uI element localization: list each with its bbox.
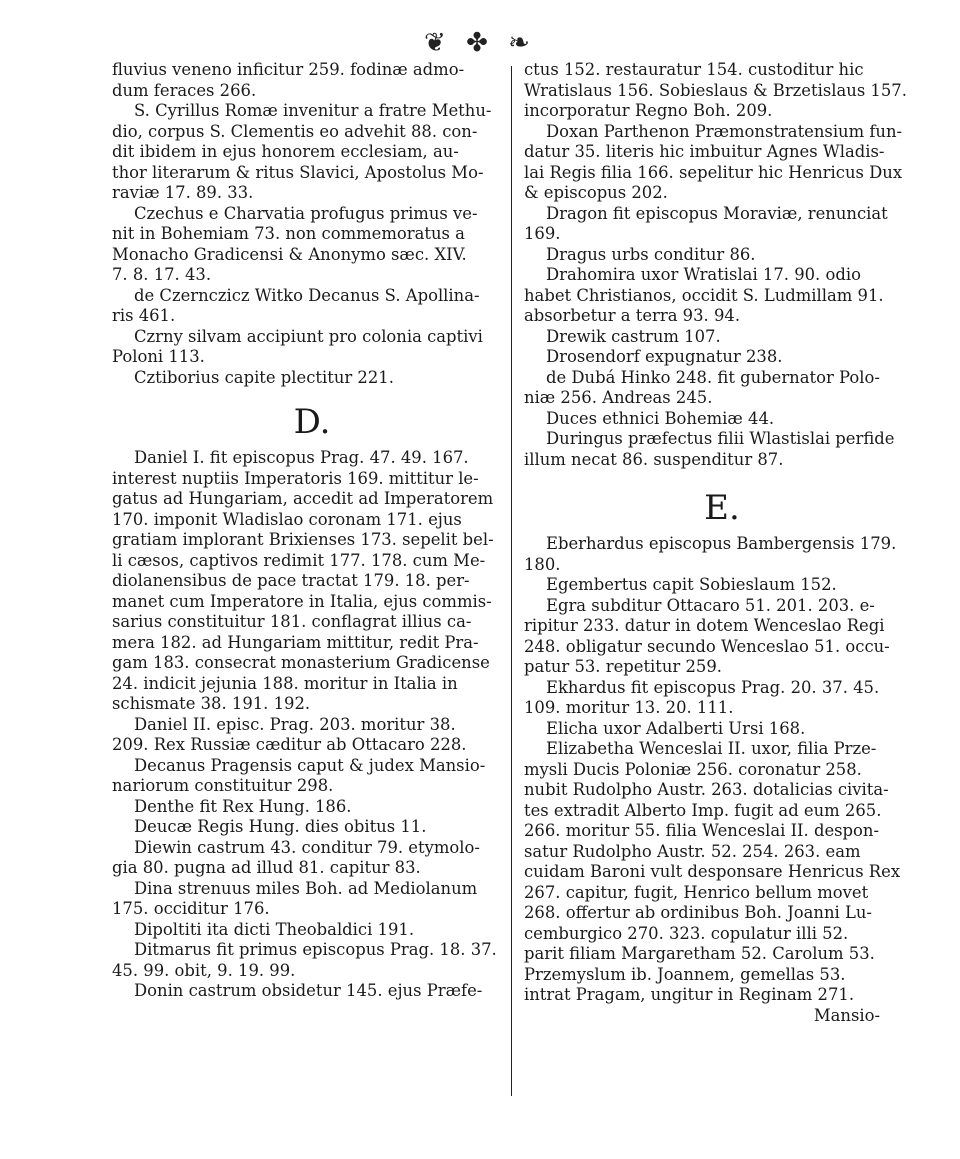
left-text-line: Deucæ Regis Hung. dies obitus 11.: [134, 817, 427, 836]
right-text-line: & episcopus 202.: [524, 183, 668, 202]
right-column: [516, 60, 920, 1026]
left-text-line: 175. occiditur 176.: [112, 899, 270, 918]
right-text-line: cuidam Baroni vult desponsare Henricus Rex: [524, 862, 901, 881]
left-text-line: dio, corpus S. Clementis eo advehit 88. con-: [112, 121, 478, 141]
right-text-line: Elicha uxor Adalberti Ursi 168.: [546, 718, 806, 738]
left-entries-d: [112, 448, 512, 1002]
right-text-line: Dragon fit episcopus Moraviæ, renunciat: [546, 203, 888, 223]
left-text-line: Cztiborius capite plectitur 221.: [134, 367, 394, 387]
left-text-line: gam 183. consecrat monasterium Gradicense: [112, 653, 490, 672]
right-text-line: de Dubá Hinko 248. fit gubernator Polo-: [546, 367, 880, 387]
right-text-line: niæ 256. Andreas 245.: [524, 388, 713, 407]
right-text-line: cemburgico 270. 323. copulatur illi 52.: [524, 923, 849, 943]
left-text-line: mera 182. ad Hungariam mittitur, redit Pra-: [112, 632, 479, 652]
right-text-line: 267. capitur, fugit, Henrico bellum movet: [524, 882, 869, 902]
catchword: Mansio-: [813, 1005, 880, 1025]
right-text-line: parit filiam Margaretham 52. Carolum 53.: [524, 944, 875, 963]
left-text-line: manet cum Imperatore in Italia, ejus commis-: [112, 591, 492, 611]
left-text-line: sarius constituitur 181. conflagrat illius ca-: [112, 612, 472, 631]
right-text-line: habet Christianos, occidit S. Ludmillam 91.: [524, 285, 884, 305]
left-text-line: dit ibidem in ejus honorem ecclesiam, au-: [112, 142, 459, 161]
right-text-line: ripitur 233. datur in dotem Wenceslao Regi: [524, 616, 885, 635]
left-text-line: gratiam implorant Brixienses 173. sepelit bel-: [112, 530, 494, 549]
right-text-line: nubit Rudolpho Austr. 263. dotalicias civita-: [524, 780, 889, 799]
left-text-line: 7. 8. 17. 43.: [112, 265, 212, 284]
right-text-line: 268. offertur ab ordinibus Boh. Joanni Lu-: [524, 903, 872, 922]
right-text-line: mysli Ducis Poloniæ 256. coronatur 258.: [524, 759, 862, 779]
right-text-line: 180.: [524, 554, 561, 574]
left-text-line: Poloni 113.: [112, 347, 205, 366]
right-text-line: datur 35. literis hic imbuitur Agnes Wladis-: [524, 142, 885, 161]
left-text-line: interest nuptiis Imperatoris 169. mittitur le-: [112, 468, 479, 488]
left-text-line: diolanensibus de pace tractat 179. 18. per-: [112, 571, 470, 590]
left-text-line: schismate 38. 191. 192.: [112, 694, 311, 713]
right-entries-e: [524, 534, 920, 1006]
header-ornament: ❦ ✤ ❧: [424, 28, 536, 58]
column-divider: [511, 66, 512, 1096]
right-text-line: incorporatur Regno Boh. 209.: [524, 101, 773, 120]
section-letter-e: E.: [704, 488, 740, 528]
right-text-line: tes extradit Alberto Imp. fugit ad eum 265.: [524, 800, 882, 820]
left-text-line: fluvius veneno inficitur 259. fodinæ admo-: [112, 60, 465, 79]
left-text-line: Dina strenuus miles Boh. ad Mediolanum: [134, 878, 478, 898]
right-text-line: Duringus præfectus filii Wlastislai perfide: [546, 429, 895, 448]
left-text-line: thor literarum & ritus Slavici, Apostolus Mo-: [112, 162, 484, 182]
right-text-line: Ekhardus fit episcopus Prag. 20. 37. 45.: [546, 677, 880, 697]
right-text-line: Przemyslum ib. Joannem, gemellas 53.: [524, 964, 846, 984]
left-text-line: Daniel II. episc. Prag. 203. moritur 38.: [134, 714, 456, 734]
left-text-line: Donin castrum obsidetur 145. ejus Præfe-: [134, 981, 483, 1000]
right-text-line: 266. moritur 55. filia Wenceslai II. despon-: [524, 821, 880, 840]
right-text-line: satur Rudolpho Austr. 52. 254. 263. eam: [524, 841, 861, 861]
right-text-line: absorbetur a terra 93. 94.: [524, 306, 741, 325]
right-text-line: Wratislaus 156. Sobieslaus & Brzetislaus 157.: [524, 80, 907, 100]
left-text-line: de Czernczicz Witko Decanus S. Apollina-: [134, 285, 480, 305]
right-text-line: lai Regis filia 166. sepelitur hic Henricus Dux: [524, 162, 903, 182]
left-text-line: 209. Rex Russiæ cæditur ab Ottacaro 228.: [112, 735, 467, 754]
left-entries-c: [112, 60, 512, 388]
left-text-line: Czechus e Charvatia profugus primus ve-: [134, 203, 478, 223]
left-text-line: 24. indicit jejunia 188. moritur in Italia in: [112, 673, 458, 693]
left-text-line: S. Cyrillus Romæ invenitur a fratre Methu-: [134, 101, 492, 120]
left-text-line: 170. imponit Wladislao coronam 171. ejus: [112, 509, 462, 529]
right-text-line: 109. moritur 13. 20. 111.: [524, 698, 734, 717]
left-text-line: Ditmarus fit primus episcopus Prag. 18. 37.: [134, 940, 497, 959]
right-text-line: Egra subditur Ottacaro 51. 201. 203. e-: [546, 595, 875, 615]
left-text-line: li cæsos, captivos redimit 177. 178. cum Me-: [112, 550, 486, 570]
left-text-line: gatus ad Hungariam, accedit ad Imperatorem: [112, 489, 494, 508]
left-text-line: Daniel I. fit episcopus Prag. 47. 49. 167.: [134, 448, 469, 467]
right-text-line: ctus 152. restauratur 154. custoditur hic: [524, 60, 864, 79]
right-entries-d: [524, 60, 920, 470]
left-text-line: raviæ 17. 89. 33.: [112, 183, 254, 202]
left-text-line: Diewin castrum 43. conditur 79. etymolo-: [134, 837, 480, 857]
right-text-line: Drosendorf expugnatur 238.: [546, 347, 783, 366]
right-text-line: patur 53. repetitur 259.: [524, 657, 722, 676]
left-text-line: 45. 99. obit, 9. 19. 99.: [112, 960, 296, 980]
left-text-line: Monacho Gradicensi & Anonymo sæc. XIV.: [112, 244, 467, 264]
right-text-line: 248. obligatur secundo Wenceslao 51. occu-: [524, 636, 890, 656]
right-text-line: 169.: [524, 224, 561, 243]
right-text-line: Drahomira uxor Wratislai 17. 90. odio: [546, 265, 861, 284]
right-text-line: Drewik castrum 107.: [546, 326, 721, 346]
left-text-line: nariorum constituitur 298.: [112, 776, 334, 795]
left-text-line: nit in Bohemiam 73. non commemoratus a: [112, 224, 465, 243]
right-text-line: Elizabetha Wenceslai II. uxor, filia Prze-: [546, 739, 877, 758]
right-text-line: Egembertus capit Sobieslaum 152.: [546, 575, 837, 594]
section-letter-d: D.: [293, 402, 331, 442]
right-text-line: Duces ethnici Bohemiæ 44.: [546, 408, 775, 428]
left-text-line: ris 461.: [112, 306, 176, 325]
left-text-line: dum feraces 266.: [112, 80, 257, 100]
left-text-line: Dipoltiti ita dicti Theobaldici 191.: [134, 919, 415, 939]
left-text-line: Decanus Pragensis caput & judex Mansio-: [134, 755, 486, 775]
left-text-line: gia 80. pugna ad illud 81. capitur 83.: [112, 858, 421, 877]
right-text-line: Eberhardus episcopus Bambergensis 179.: [546, 534, 897, 553]
right-text-line: Doxan Parthenon Præmonstratensium fun-: [546, 121, 903, 141]
right-text-line: Dragus urbs conditur 86.: [546, 244, 756, 264]
right-text-line: intrat Pragam, ungitur in Reginam 271.: [524, 985, 855, 1004]
left-text-line: Denthe fit Rex Hung. 186.: [134, 796, 352, 816]
right-text-line: illum necat 86. suspenditur 87.: [524, 449, 784, 469]
left-column: [112, 60, 512, 1002]
left-text-line: Czrny silvam accipiunt pro colonia captivi: [134, 326, 483, 346]
